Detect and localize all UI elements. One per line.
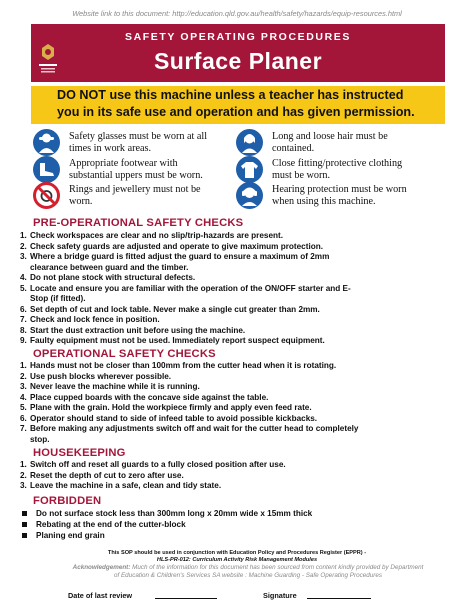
list-item: [20, 263, 460, 274]
item-text: Check and lock fence in position.: [30, 315, 160, 324]
list-item: [20, 252, 460, 263]
item-text: Faulty equipment must not be used. Immediately report suspect equipment.: [30, 336, 325, 345]
list-item: [20, 336, 460, 347]
list-item: [20, 326, 460, 337]
forbidden-heading: FORBIDDEN: [33, 495, 102, 507]
header-banner: [31, 24, 445, 82]
web-link-note: Website link to this document: http://education.qld.gov.au/health/safety/hazards/equip-resources.html: [72, 9, 402, 18]
item-text: Where a bridge guard is fitted adjust the guard to ensure a maximum of 2mm: [30, 252, 330, 261]
item-number: [20, 294, 30, 305]
list-item: [20, 414, 460, 425]
forbidden-list: [22, 508, 452, 541]
item-number: 1.: [20, 231, 27, 240]
item-number: 7.: [20, 315, 27, 324]
list-item: [20, 435, 460, 446]
item-text: Place cupped boards with the concave side against the table.: [30, 392, 269, 402]
item-number: 1.: [20, 361, 27, 370]
item-number: 8.: [20, 325, 27, 335]
item-text: Reset the depth of cut to zero after use.: [30, 470, 184, 480]
item-number: 4.: [20, 273, 27, 282]
ppe-text-line: Long and loose hair must be: [272, 130, 388, 142]
ppe-footwear: [33, 156, 203, 183]
item-text: Hands must not be closer than 100mm from the cutter head when it is rotating.: [30, 361, 337, 370]
item-number: 5.: [20, 403, 27, 412]
item-text: Before making any adjustments switch off and wait for the cutter head to completely: [30, 424, 359, 433]
sop-note-line1: This SOP should be used in conjunction with Education Policy and Procedures Register (EPPR) -: [107, 550, 367, 556]
item-text: Never leave the machine while it is running.: [30, 382, 200, 391]
sop-note-line2: HLS-PR-012: Curriculum Activity Risk Management Modules: [156, 557, 318, 563]
long-hair-icon: [236, 129, 263, 156]
ppe-text-line: times in work areas.: [69, 142, 152, 154]
ppe-text-line: when using this machine.: [272, 195, 376, 207]
ack-text-line1: Much of the information for this document has been sourced from content kindly provided by Department: [130, 564, 424, 571]
list-item: [20, 424, 460, 435]
list-item: [20, 361, 460, 372]
item-number: 2.: [20, 371, 27, 381]
item-text: Stop (if fitted).: [30, 294, 86, 303]
item-text: Do not surface stock less than 300mm long x 20mm wide x 15mm thick: [36, 509, 313, 518]
ppe-text-line: Safety glasses must be worn at all: [69, 130, 208, 142]
item-number: 6.: [20, 413, 27, 423]
hearing-protection-icon: [236, 182, 263, 209]
list-item: [20, 471, 460, 482]
item-text: clearance between guard and the timber.: [30, 262, 189, 272]
item-text: Plane with the grain. Hold the workpiece firmly and apply even feed rate.: [30, 403, 312, 412]
list-item: [20, 460, 460, 471]
list-item: [20, 231, 460, 242]
bullet-square-icon: [22, 533, 27, 538]
no-rings-icon: [33, 182, 60, 209]
ppe-hair: [236, 129, 388, 156]
list-item: [22, 519, 452, 530]
ppe-text-line: Rings and jewellery must not be: [69, 183, 201, 195]
item-text: Locate and ensure you are familiar with the operation of the ON/OFF starter and E-: [30, 283, 351, 293]
list-item: [20, 294, 460, 305]
item-number: [20, 435, 30, 446]
warning-line2: you in its safe use and operation and has given permission.: [57, 105, 415, 119]
item-number: 1.: [20, 460, 27, 469]
item-text: Check safety guards are adjusted and operate to give maximum protection.: [30, 241, 324, 251]
signature-label: Signature: [263, 591, 297, 600]
item-number: 5.: [20, 283, 27, 293]
sop-title: SAFETY OPERATING PROCEDURES: [124, 31, 351, 43]
item-text: Start the dust extraction unit before using the machine.: [30, 325, 246, 335]
ppe-text-line: Appropriate footwear with: [69, 157, 178, 169]
op-heading: OPERATIONAL SAFETY CHECKS: [33, 348, 216, 360]
list-item: [20, 481, 460, 492]
signature-line: [307, 598, 371, 599]
item-number: 2.: [20, 470, 27, 480]
item-number: 3.: [20, 481, 27, 490]
item-text: Check workspaces are clear and no slip/trip-hazards are present.: [30, 231, 284, 240]
safety-glasses-icon: [33, 129, 60, 156]
list-item: [20, 372, 460, 383]
ppe-text-line: Hearing protection must be worn: [272, 183, 407, 195]
item-text: Rebating at the end of the cutter-block: [36, 520, 186, 529]
date-of-review-line: [155, 598, 217, 599]
list-item: [20, 305, 460, 316]
list-item: [20, 393, 460, 404]
item-number: 2.: [20, 241, 27, 251]
bullet-square-icon: [22, 522, 27, 527]
ack-label: Acknowledgement:: [72, 564, 131, 571]
list-item: [22, 508, 452, 519]
list-item: [22, 530, 452, 541]
warning-box: [31, 86, 445, 124]
safety-footwear-icon: [33, 156, 60, 183]
ppe-text-line: must be worn.: [272, 169, 331, 181]
item-text: Planing end grain: [36, 531, 105, 540]
protective-clothing-icon: [236, 156, 263, 183]
list-item: [20, 284, 460, 295]
item-text: Set depth of cut and lock table. Never make a single cut greater than 2mm.: [30, 304, 320, 314]
ppe-text-line: substantial uppers must be worn.: [69, 169, 203, 181]
item-number: 3.: [20, 382, 27, 391]
item-number: 4.: [20, 392, 27, 402]
housekeeping-heading: HOUSEKEEPING: [33, 447, 126, 459]
pre-op-list: [20, 231, 460, 347]
date-of-review-label: Date of last review: [68, 591, 133, 600]
list-item: [20, 315, 460, 326]
bullet-square-icon: [22, 511, 27, 516]
item-text: stop.: [30, 434, 50, 444]
sop-footer-note: [0, 550, 474, 564]
list-item: [20, 273, 460, 284]
ppe-text-line: Close fitting/protective clothing: [272, 157, 403, 169]
ppe-hearing: [236, 182, 407, 209]
ppe-rings: [33, 182, 201, 209]
item-number: 9.: [20, 336, 27, 345]
ack-text-line2: of Education & Children's Services SA website : Machine Guarding - Safe Operating Procedures: [113, 571, 383, 579]
ppe-glasses: [33, 129, 207, 156]
pre-op-heading: PRE-OPERATIONAL SAFETY CHECKS: [33, 217, 244, 229]
op-list: [20, 361, 460, 445]
list-item: [20, 403, 460, 414]
item-text: Leave the machine in a safe, clean and tidy state.: [30, 481, 222, 490]
warning-line1: use this machine unless a teacher has instructed: [105, 88, 404, 102]
item-number: 3.: [20, 252, 27, 261]
list-item: [20, 382, 460, 393]
ppe-text-line: contained.: [272, 142, 315, 154]
item-text: Use push blocks wherever possible.: [30, 371, 172, 381]
item-number: 6.: [20, 304, 27, 314]
item-text: Do not plane stock with structural defects.: [30, 273, 196, 282]
item-number: 7.: [20, 424, 27, 433]
ppe-text-line: worn.: [69, 195, 93, 207]
ppe-clothing: [236, 156, 402, 183]
page-title: Surface Planer: [153, 48, 323, 74]
housekeeping-list: [20, 460, 460, 492]
acknowledgement: [48, 564, 448, 579]
item-text: Switch off and reset all guards to a fully closed position after use.: [30, 460, 286, 469]
warning-bold: DO NOT: [57, 88, 106, 102]
item-text: Operator should stand to side of infeed table to avoid possible kickbacks.: [30, 413, 318, 423]
list-item: [20, 242, 460, 253]
item-number: [20, 263, 30, 274]
